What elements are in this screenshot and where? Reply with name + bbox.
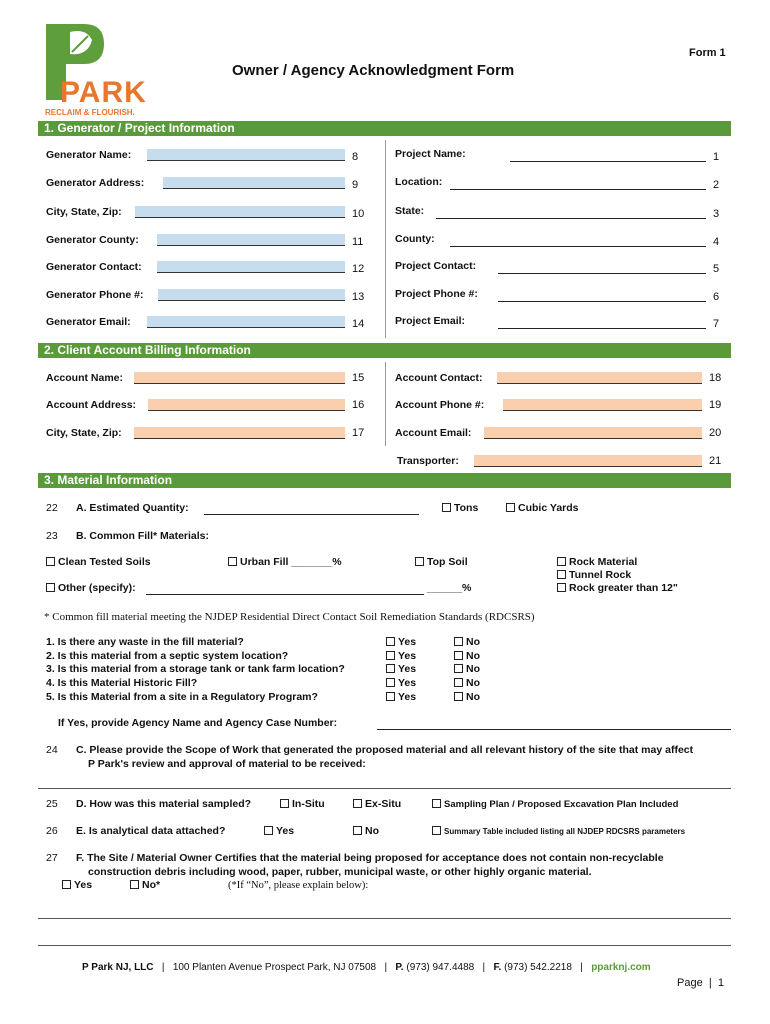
generator-field[interactable] bbox=[158, 289, 345, 301]
footer-fax: (973) 542.2218 bbox=[504, 962, 572, 973]
urban-fill-checkbox[interactable] bbox=[228, 557, 237, 566]
project-field[interactable] bbox=[510, 161, 706, 162]
project-label: County: bbox=[395, 233, 435, 245]
other-checkbox[interactable] bbox=[46, 583, 55, 592]
billing-label: Account Contact: bbox=[395, 372, 483, 384]
other-percent: ______% bbox=[427, 582, 472, 594]
project-field[interactable] bbox=[450, 189, 706, 190]
footer-company: P Park NJ, LLC bbox=[82, 962, 154, 973]
footer-phone-label: P. bbox=[395, 962, 404, 973]
generator-label: Generator Email: bbox=[46, 316, 131, 328]
explain-line-1[interactable] bbox=[38, 918, 731, 919]
form-number: Form 1 bbox=[689, 47, 726, 59]
footer-sep-2: | bbox=[384, 962, 388, 973]
no-option[interactable]: No bbox=[454, 677, 480, 689]
footnote: * Common fill material meeting the NJDEP Residential Direct Contact Soil Remediation Standards (RDCSRS) bbox=[44, 611, 535, 623]
field-number: 11 bbox=[352, 236, 364, 248]
brand-name: PARK bbox=[60, 76, 147, 109]
billing-label: Account Address: bbox=[46, 399, 137, 411]
yes-option[interactable]: Yes bbox=[386, 650, 416, 662]
generator-label: Generator Name: bbox=[46, 149, 132, 161]
billing-label: Account Email: bbox=[395, 427, 472, 439]
agency-prompt: If Yes, provide Agency Name and Agency Case Number: bbox=[58, 717, 338, 729]
in-situ-option[interactable]: In-Situ bbox=[280, 798, 325, 810]
project-field[interactable] bbox=[498, 301, 706, 302]
q27-yes-checkbox[interactable] bbox=[62, 880, 71, 889]
q27-text: F. The Site / Material Owner Certifies that the material being proposed for acceptance does not contain non-recyclable bbox=[76, 852, 664, 864]
clean-soils-checkbox[interactable] bbox=[46, 557, 55, 566]
section-3-header: 3. Material Information bbox=[38, 473, 731, 488]
no-option[interactable]: No bbox=[454, 663, 480, 675]
project-field[interactable] bbox=[498, 273, 706, 274]
q25-number: 25 bbox=[46, 798, 58, 810]
project-label: Project Phone #: bbox=[395, 288, 478, 300]
urban-fill-option[interactable]: Urban Fill _______% bbox=[228, 556, 342, 568]
section-2-header: 2. Client Account Billing Information bbox=[38, 343, 731, 358]
footer-web-link[interactable]: pparknj.com bbox=[591, 962, 651, 973]
q24-text-2: P Park's review and approval of material to be received: bbox=[88, 758, 366, 770]
q26-yes-option[interactable]: Yes bbox=[264, 825, 294, 837]
cubic-yards-checkbox[interactable] bbox=[506, 503, 515, 512]
billing-field[interactable] bbox=[474, 455, 702, 467]
tunnel-rock-option[interactable]: Tunnel Rock bbox=[557, 569, 631, 581]
section-1-header: 1. Generator / Project Information bbox=[38, 121, 731, 136]
generator-label: Generator Address: bbox=[46, 177, 145, 189]
generator-field[interactable] bbox=[163, 177, 345, 189]
no-option[interactable]: No bbox=[454, 636, 480, 648]
field-number: 18 bbox=[709, 372, 722, 384]
yes-checkbox[interactable] bbox=[386, 637, 395, 646]
q26-no-option[interactable]: No bbox=[353, 825, 379, 837]
field-number: 6 bbox=[713, 291, 720, 303]
summary-table-option[interactable]: Summary Table included listing all NJDEP RDCSRS parameters bbox=[432, 826, 685, 836]
project-label: State: bbox=[395, 205, 425, 217]
clean-soils-option[interactable]: Clean Tested Soils bbox=[46, 556, 151, 568]
field-number: 7 bbox=[713, 318, 720, 330]
top-soil-option[interactable]: Top Soil bbox=[415, 556, 468, 568]
tons-option[interactable]: Tons bbox=[442, 502, 478, 514]
yes-option[interactable]: Yes bbox=[386, 691, 416, 703]
summary-table-checkbox[interactable] bbox=[432, 826, 441, 835]
top-soil-checkbox[interactable] bbox=[415, 557, 424, 566]
field-number: 2 bbox=[713, 179, 720, 191]
tunnel-rock-checkbox[interactable] bbox=[557, 570, 566, 579]
ex-situ-option[interactable]: Ex-Situ bbox=[353, 798, 401, 810]
section-2-divider bbox=[385, 362, 386, 446]
generator-label: Generator County: bbox=[46, 234, 139, 246]
yes-option[interactable]: Yes bbox=[386, 636, 416, 648]
q27-no-checkbox[interactable] bbox=[130, 880, 139, 889]
field-number: 21 bbox=[709, 455, 722, 467]
q23-label: B. Common Fill* Materials: bbox=[76, 530, 210, 542]
q22-number: 22 bbox=[46, 502, 58, 514]
field-number: 16 bbox=[352, 399, 365, 411]
q27-number: 27 bbox=[46, 852, 58, 864]
generator-field[interactable] bbox=[157, 261, 345, 273]
other-specify-field[interactable] bbox=[146, 594, 424, 595]
agency-field[interactable] bbox=[377, 729, 731, 730]
project-label: Project Name: bbox=[395, 148, 466, 160]
yes-checkbox[interactable] bbox=[386, 678, 395, 687]
q23-number: 23 bbox=[46, 530, 58, 542]
field-number: 12 bbox=[352, 263, 365, 275]
footer-fax-label: F. bbox=[493, 962, 502, 973]
q27-no-option[interactable]: No* bbox=[130, 879, 160, 891]
rock-gt-checkbox[interactable] bbox=[557, 583, 566, 592]
no-checkbox[interactable] bbox=[454, 678, 463, 687]
other-option[interactable]: Other (specify): bbox=[46, 582, 136, 594]
q27-text-2: construction debris including wood, paper, rubber, municipal waste, or other highly organic material. bbox=[88, 866, 592, 878]
cubic-yards-option[interactable]: Cubic Yards bbox=[506, 502, 579, 514]
rock-material-option[interactable]: Rock Material bbox=[557, 556, 637, 568]
field-number: 9 bbox=[352, 179, 359, 191]
field-number: 17 bbox=[352, 427, 365, 439]
project-label: Project Email: bbox=[395, 315, 466, 327]
in-situ-checkbox[interactable] bbox=[280, 799, 289, 808]
yes-checkbox[interactable] bbox=[386, 651, 395, 660]
question-item: 5. Is this Material from a site in a Regulatory Program? bbox=[46, 691, 318, 703]
billing-label: Account Phone #: bbox=[395, 399, 485, 411]
question-item: 2. Is this material from a septic system location? bbox=[46, 650, 289, 662]
generator-label: Generator Contact: bbox=[46, 261, 142, 273]
no-option[interactable]: No bbox=[454, 650, 480, 662]
estimated-quantity-field[interactable] bbox=[204, 514, 419, 515]
question-item: 4. Is this Material Historic Fill? bbox=[46, 677, 198, 689]
q24-text: C. Please provide the Scope of Work that generated the proposed material and all relevant history of the site that may affect bbox=[76, 744, 694, 756]
field-number: 3 bbox=[713, 208, 720, 220]
page-number: Page | 1 bbox=[677, 977, 724, 989]
rock-gt-option[interactable]: Rock greater than 12" bbox=[557, 582, 678, 594]
no-option[interactable]: No bbox=[454, 691, 480, 703]
brand-tagline: RECLAIM & FLOURISH. bbox=[45, 108, 135, 117]
generator-field[interactable] bbox=[147, 316, 345, 328]
footer-sep-3: | bbox=[482, 962, 486, 973]
q27-note: (*If “No”, please explain below): bbox=[228, 880, 369, 891]
project-label: Project Contact: bbox=[395, 260, 477, 272]
field-number: 8 bbox=[352, 151, 359, 163]
billing-field[interactable] bbox=[134, 372, 345, 384]
question-item: 1. Is there any waste in the fill material? bbox=[46, 636, 244, 648]
generator-label: City, State, Zip: bbox=[46, 206, 122, 218]
q26-text: E. Is analytical data attached? bbox=[76, 825, 226, 837]
billing-label: Account Name: bbox=[46, 372, 124, 384]
q24-number: 24 bbox=[46, 744, 58, 756]
section-1-divider bbox=[385, 140, 386, 338]
billing-field[interactable] bbox=[503, 399, 702, 411]
footer-phone: (973) 947.4488 bbox=[406, 962, 475, 973]
billing-label: Transporter: bbox=[397, 455, 459, 467]
generator-field[interactable] bbox=[135, 206, 345, 218]
field-number: 14 bbox=[352, 318, 365, 330]
billing-field[interactable] bbox=[148, 399, 345, 411]
yes-option[interactable]: Yes bbox=[386, 663, 416, 675]
project-field[interactable] bbox=[436, 218, 706, 219]
project-label: Location: bbox=[395, 176, 443, 188]
q26-no-checkbox[interactable] bbox=[353, 826, 362, 835]
footer-address: 100 Planten Avenue Prospect Park, NJ 07508 bbox=[172, 962, 377, 973]
q22-label: A. Estimated Quantity: bbox=[76, 502, 189, 514]
footer bbox=[82, 962, 651, 973]
yes-option[interactable]: Yes bbox=[386, 677, 416, 689]
billing-field[interactable] bbox=[497, 372, 702, 384]
q25-text: D. How was this material sampled? bbox=[76, 798, 252, 810]
scope-of-work-field[interactable] bbox=[38, 788, 731, 789]
generator-label: Generator Phone #: bbox=[46, 289, 144, 301]
yes-checkbox[interactable] bbox=[386, 664, 395, 673]
no-checkbox[interactable] bbox=[454, 664, 463, 673]
footer-sep-4: | bbox=[580, 962, 583, 973]
field-number: 19 bbox=[709, 399, 722, 411]
field-number: 10 bbox=[352, 208, 365, 220]
project-field[interactable] bbox=[450, 246, 706, 247]
field-number: 13 bbox=[352, 291, 365, 303]
footer-sep-1: | bbox=[161, 962, 165, 973]
billing-label: City, State, Zip: bbox=[46, 427, 122, 439]
page-title: Owner / Agency Acknowledgment Form bbox=[232, 62, 515, 79]
sampling-plan-checkbox[interactable] bbox=[432, 799, 441, 808]
q26-yes-checkbox[interactable] bbox=[264, 826, 273, 835]
q27-yes-option[interactable]: Yes bbox=[62, 879, 92, 891]
question-item: 3. Is this material from a storage tank or tank farm location? bbox=[46, 663, 345, 675]
rock-material-checkbox[interactable] bbox=[557, 557, 566, 566]
field-number: 1 bbox=[713, 151, 720, 163]
sampling-plan-option[interactable]: Sampling Plan / Proposed Excavation Plan Included bbox=[432, 799, 678, 810]
billing-field[interactable] bbox=[134, 427, 345, 439]
field-number: 4 bbox=[713, 236, 720, 248]
generator-field[interactable] bbox=[147, 149, 345, 161]
no-checkbox[interactable] bbox=[454, 637, 463, 646]
q26-number: 26 bbox=[46, 825, 58, 837]
tons-checkbox[interactable] bbox=[442, 503, 451, 512]
billing-field[interactable] bbox=[484, 427, 702, 439]
no-checkbox[interactable] bbox=[454, 692, 463, 701]
field-number: 15 bbox=[352, 372, 365, 384]
yes-checkbox[interactable] bbox=[386, 692, 395, 701]
field-number: 5 bbox=[713, 263, 720, 275]
explain-line-2[interactable] bbox=[38, 945, 731, 946]
field-number: 20 bbox=[709, 427, 722, 439]
ex-situ-checkbox[interactable] bbox=[353, 799, 362, 808]
no-checkbox[interactable] bbox=[454, 651, 463, 660]
generator-field[interactable] bbox=[157, 234, 345, 246]
project-field[interactable] bbox=[498, 328, 706, 329]
